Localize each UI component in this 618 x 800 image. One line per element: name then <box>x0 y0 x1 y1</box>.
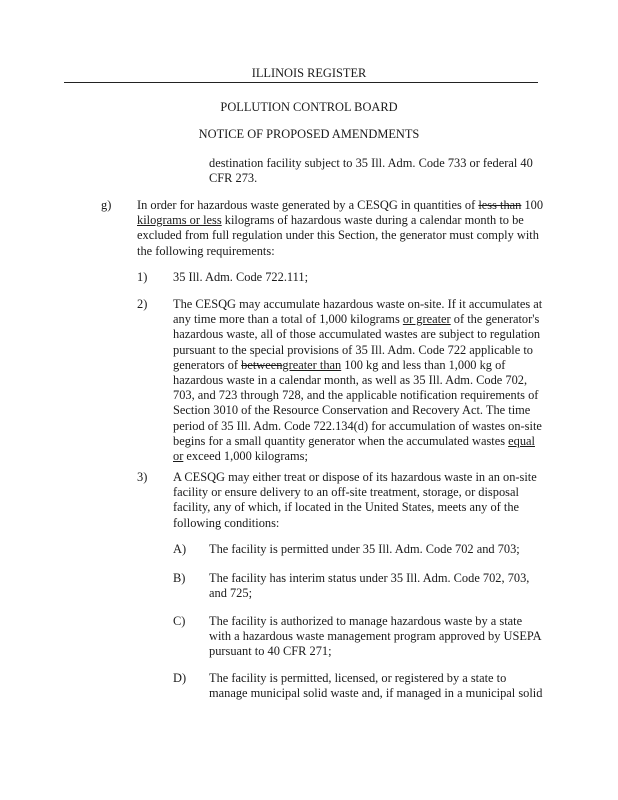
paragraph-line: 35 Ill. Adm. Code 722.111; <box>173 270 309 284</box>
paragraph-line: The facility is permitted, licensed, or registered by a state to <box>209 671 507 685</box>
paragraph-line: following conditions: <box>173 515 280 530</box>
item-3 <box>173 470 537 531</box>
text-run: 100 <box>521 198 544 212</box>
inserted-text: equal <box>508 433 535 448</box>
text-run: In order for hazardous waste generated by a CESQG in quantities of <box>137 198 479 212</box>
sub-a <box>209 542 520 557</box>
paragraph-line: excluded from full regulation under this Section, the generator must comply with <box>137 228 539 243</box>
paragraph-line <box>173 358 542 373</box>
paragraph-line: facility, any of which, if located in the United States, meets any of the <box>173 500 520 515</box>
paragraph-line: hazardous waste, all of those accumulated wastes are subject to regulation <box>173 327 541 342</box>
paragraph-line: hazardous waste in a calendar month, as well as 35 Ill. Adm. Code 702, <box>173 373 528 388</box>
text-run: 100 kg and less than 1,000 kg of <box>341 357 506 372</box>
inserted-text: kilograms or less <box>137 213 222 228</box>
sub-b <box>209 571 529 601</box>
text-run: kilograms of hazardous waste during a calendar month to be <box>221 213 524 228</box>
text-run: exceed 1,000 kilograms; <box>183 449 308 464</box>
paragraph-line: Section 3010 of the Resource Conservation and Recovery Act. The time <box>173 403 531 418</box>
paragraph-line <box>173 312 542 327</box>
text-run: of the generator's <box>450 312 540 327</box>
item-3-label: 3) <box>137 470 148 484</box>
paragraph-line: facility or ensure delivery to an off-site treatment, storage, or disposal <box>173 485 519 500</box>
struck-text: less than <box>478 198 522 212</box>
sub-d <box>209 671 542 701</box>
text-run: generators of <box>173 357 242 372</box>
item-2 <box>173 297 542 464</box>
sub-c-label: C) <box>173 614 186 628</box>
sub-d-label: D) <box>173 671 187 685</box>
notice-title: NOTICE OF PROPOSED AMENDMENTS <box>198 127 420 141</box>
text-run: begins for a small quantity generator when the accumulated wastes <box>173 433 509 448</box>
sub-b-label: B) <box>173 571 186 585</box>
paragraph-line: A CESQG may either treat or dispose of its hazardous waste in an on-site <box>173 470 537 484</box>
struck-text: between <box>241 357 283 372</box>
item-1-label: 1) <box>137 270 148 284</box>
carryover-line: CFR 273. <box>209 171 258 186</box>
paragraph-g <box>137 198 543 259</box>
item-2-label: 2) <box>137 297 148 311</box>
item-1 <box>173 270 308 285</box>
paragraph-line: pursuant to 40 CFR 271; <box>209 644 332 659</box>
paragraph-line: the following requirements: <box>137 243 275 258</box>
paragraph-line: period of 35 Ill. Adm. Code 722.134(d) for accumulation of wastes on-site <box>173 418 542 433</box>
sub-a-label: A) <box>173 542 187 556</box>
inserted-text: greater than <box>282 357 342 372</box>
paragraph-line <box>137 213 543 228</box>
paragraph-line: The CESQG may accumulate hazardous waste on-site. If it accumulates at <box>173 297 543 311</box>
paragraph-line <box>173 434 542 449</box>
paragraph-line: pursuant to the special provisions of 35 Ill. Adm. Code 722 applicable to <box>173 342 533 357</box>
header-rule <box>64 82 538 83</box>
inserted-text: or greater <box>402 312 451 327</box>
paragraph-line: manage municipal solid waste and, if managed in a municipal solid <box>209 686 543 701</box>
paragraph-g-label: g) <box>101 198 112 212</box>
inserted-text: or <box>173 449 184 464</box>
carryover-paragraph <box>209 156 533 186</box>
board-title: POLLUTION CONTROL BOARD <box>220 100 398 114</box>
paragraph-line: The facility is permitted under 35 Ill. Adm. Code 702 and 703; <box>209 542 520 556</box>
paragraph-line: The facility has interim status under 35 Ill. Adm. Code 702, 703, <box>209 571 530 585</box>
register-title: ILLINOIS REGISTER <box>251 66 367 80</box>
paragraph-line: and 725; <box>209 586 253 601</box>
paragraph-line <box>173 449 542 464</box>
paragraph-line: The facility is authorized to manage hazardous waste by a state <box>209 614 523 628</box>
carryover-line: destination facility subject to 35 Ill. Adm. Code 733 or federal 40 <box>209 156 533 170</box>
paragraph-line: with a hazardous waste management program approved by USEPA <box>209 629 542 644</box>
sub-c <box>209 614 542 660</box>
paragraph-line: 703, and 723 through 728, and the applicable notification requirements of <box>173 388 539 403</box>
paragraph-line <box>137 198 543 213</box>
text-run: any time more than a total of 1,000 kilograms <box>173 312 403 327</box>
